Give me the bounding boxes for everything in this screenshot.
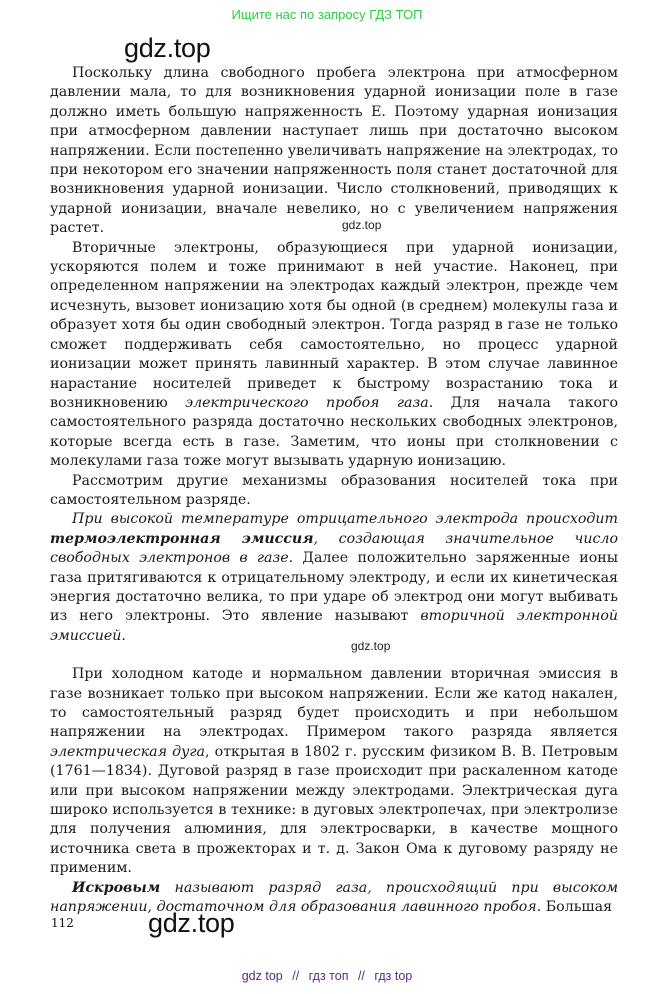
paragraph-2-text-a: Вторичные электроны, образующиеся при ударной ионизации, ускоряются полем и тоже принимают в ней участие. Наконец, при определенном напряжении на электродах каждый электрон, прежде чем исчезнуть, вызовет ионизацию хотя бы одной (в среднем) молекулы газа и образует хотя бы один свободный электрон. Тогда разряд в газе не только сможет поддерживать себя самостоятельно, но процесс ударной ионизации может принять лавинный характер. В этом случае лавинное нарастание носителей приведет к быстрому возрастанию тока и возникновению xyxy=(50,239,618,411)
footer-link-gdz-top[interactable]: gdz top xyxy=(241,969,283,983)
term-secondary-emission: вторичной электронной эмиссией xyxy=(50,608,618,644)
footer-separator: // xyxy=(357,969,365,983)
paragraph-4-text-c: . Далее положительно заряженные ионы газа притягиваются к отрицательному электроду, и если их кинетическая энергия достаточно велика, то при ударе об электрод они могут выбивать из него электроны. Это явление называют xyxy=(50,550,618,625)
paragraph-5-text-b: , открытая в 1802 г. русским физиком В. В. Петровым (1761—1834). Дуговой разряд в газе происходит при раскаленном катоде или при высоком напряжении между электродами. Электрическая дуга широко используется в технике: в дуговых электропечах, при электролизе для получения алюминия, для электросварки, в качестве мощного источника света в прожекторах и т. д. Закон Ома к дуговому разряду не применим. xyxy=(50,743,618,877)
watermark-mid-1: gdz.top xyxy=(342,218,382,232)
footer-separator: // xyxy=(292,969,300,983)
paragraph-4-italic-a: При высокой температуре отрицательного электрода происходит xyxy=(72,511,618,528)
paragraph-5 xyxy=(50,646,618,878)
paragraph-5-text-a: При холодном катоде и нормальном давлении вторичная эмиссия в газе возникает только при высоком напряжении. Если же катод накален, то самостоятельный разряд будет происходить и при небольшом напряжении на электродах. Примером такого разряда является xyxy=(50,666,618,741)
paragraph-2 xyxy=(50,239,618,472)
paragraph-4-italic-b: , создающая значительное число свободных электронов в газе xyxy=(50,530,618,567)
watermark-mid-2: gdz.top xyxy=(351,639,391,653)
term-thermionic-emission: термоэлектронная эмиссия xyxy=(50,530,314,547)
paragraph-4-text-e: . xyxy=(121,627,126,644)
paragraph-6 xyxy=(50,879,618,918)
paragraph-3: Рассмотрим другие механизмы образования носителей тока при самостоятельном разряде. xyxy=(50,472,618,508)
textbook-page-body xyxy=(50,64,618,917)
watermark-bottom: gdz.top xyxy=(148,908,235,938)
page-number: 112 xyxy=(51,916,74,930)
paragraph-6-italic: называют разряд газа, происходящий при высоком напряжении, достаточном для образования лавинного пробоя xyxy=(50,879,618,916)
term-electric-breakdown: электрического пробоя газа xyxy=(185,394,429,411)
watermark-top: gdz.top xyxy=(124,33,211,63)
footer-link-gdz-top-mixed[interactable]: гдз top xyxy=(374,969,413,983)
paragraph-6-text-b: . Большая xyxy=(536,899,613,916)
footer-links xyxy=(0,969,654,983)
paragraph-1: Поскольку длина свободного пробега электрона при атмосферном давлении мала, то для возникновения ударной ионизации поле в газе должно иметь большую напряженность E. Поэтому ударная ионизация при атмосферном давлении наступает лишь при достаточно высоком напряжении. Если постепенно увеличивать напряжение на электродах, то при некотором его значении напряженность поля станет достаточной для возникновения ударной ионизации. Число столкновений, приводящих к ударной ионизации, вначале невелико, но с увеличением напряжения растет. xyxy=(50,65,618,237)
term-electric-arc: электрическая дуга xyxy=(50,743,206,760)
search-banner: Ищите нас по запросу ГДЗ ТОП xyxy=(231,7,423,22)
footer-link-gdz-top-ru[interactable]: гдз топ xyxy=(308,969,349,983)
paragraph-4 xyxy=(50,510,618,646)
term-spark-discharge: Искровым xyxy=(72,879,161,896)
paragraph-2-text-b: . Для начала такого самостоятельного разряда достаточно нескольких свободных электронов, которые всегда есть в газе. Заметим, что ионы при столкновении с молекулами газа тоже могут вызывать ударную ионизацию. xyxy=(50,394,618,470)
